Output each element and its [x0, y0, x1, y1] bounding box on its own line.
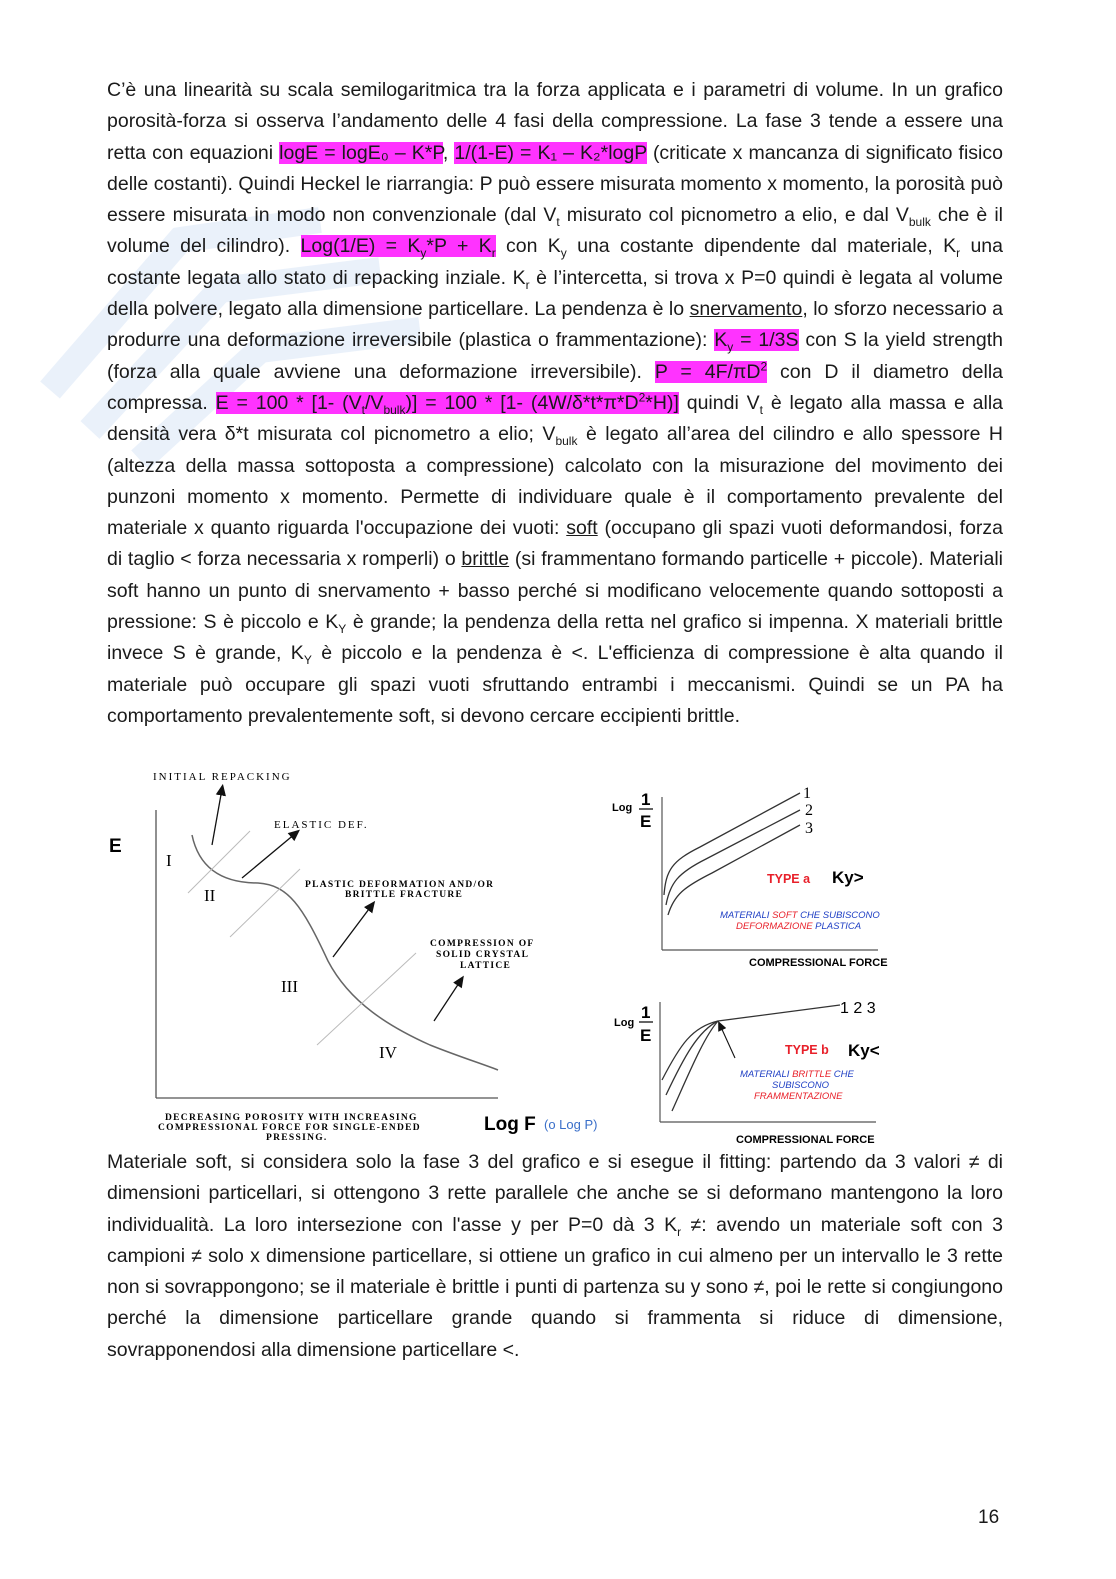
type-a-note: MATERIALI SOFT CHE SUBISCONO [720, 910, 880, 921]
type-b-note-2: SUBISCONO [772, 1080, 830, 1091]
left-x-axis-label: Log F [484, 1114, 536, 1135]
compression-figure [100, 765, 900, 1145]
phase-label: III [281, 977, 298, 996]
type-b-curve-3 [672, 1021, 718, 1111]
phase-divider [230, 869, 300, 937]
porosity-force-chart [109, 771, 597, 1143]
term-soft: soft [566, 517, 598, 540]
type-b-note: MATERIALI BRITTLE CHE [740, 1069, 854, 1080]
left-chart-caption: DECREASING POROSITY WITH INCREASING [165, 1113, 418, 1123]
type-b-y-num: 1 [641, 1003, 651, 1022]
type-a-y-den: E [640, 812, 652, 831]
type-b-x-axis-label: COMPRESSIONAL FORCE [736, 1134, 875, 1145]
equation-log-e: logE = logE₀ – K*P [279, 141, 443, 164]
type-a-chart [612, 785, 888, 969]
term-brittle: brittle [461, 548, 510, 571]
type-a-curve-2 [666, 810, 800, 905]
annotation-lattice-2: SOLID CRYSTAL [436, 950, 530, 960]
term-snervamento: snervamento [689, 298, 803, 321]
type-b-note-3: FRAMMENTAZIONE [754, 1091, 843, 1102]
page-number: 16 [978, 1507, 1000, 1528]
type-b-curve-labels: 1 2 3 [840, 1000, 876, 1017]
type-a-label: TYPE a [767, 872, 811, 886]
type-a-note-2: DEFORMAZIONE PLASTICA [736, 921, 862, 932]
type-b-chart [614, 1000, 880, 1145]
type-a-x-axis-label: COMPRESSIONAL FORCE [749, 957, 888, 969]
equation-porosity: E = 100 * [1- $(V_t/V_{bulk})] = 100 * [1-$ $(4W/\delta*t*\pi*D^2*H)$] [215, 390, 679, 417]
type-a-y-num: 1 [641, 790, 651, 809]
annotation-plastic-2: BRITTLE FRACTURE [345, 890, 464, 900]
annotation-elastic-def: ELASTIC DEF. [274, 819, 369, 831]
phase-label: II [204, 886, 216, 905]
type-a-y-log: Log [612, 802, 633, 814]
equation-heckel: $Log(1/E) = K_y*P + K_r$ [300, 235, 496, 261]
phase-divider [188, 831, 250, 893]
type-a-curve-label: 3 [805, 820, 813, 837]
left-y-axis-label: E [109, 836, 122, 857]
type-a-curve-label: 2 [805, 802, 813, 819]
paragraph-soft-brittle: Materiale soft, si considera solo la fase 3 del grafico e si esegue il fitting: partendo da 3 valori ≠ di dimensioni particellari, si ottengono 3 rette parallele che anche se si deformano mantengono la loro individualità. La loro intersezione con l'asse y per P=0 dà 3 $K_r$ ≠: avendo un materiale soft con 3 campioni ≠ solo x dimensione particellare, si ottiene un grafico in cui almeno per un intervallo le 3 rette non si sovrappongono; se il materiale è brittle i punti di partenza su y sono ≠, poi le rette si congiungono perché la dimensione particellare grande quando si frammenta si riduce di dimensione, sovrapponendosi alla dimensione particellare <. [107, 1151, 1003, 1361]
left-x-axis-note: (o Log P) [544, 1117, 598, 1132]
type-a-curve-label: 1 [803, 785, 811, 802]
annotation-initial-repacking: INITIAL REPACKING [153, 771, 292, 783]
equation-pressure: $P = 4F/\pi D^2$ [654, 359, 768, 383]
equation-ky: $K_y = 1/3S$ [714, 329, 799, 355]
annotation-lattice-3: LATTICE [460, 961, 512, 971]
equation-inverse-e: 1/(1-E) = K₁ – K₂*logP [454, 141, 647, 164]
annotation-plastic: PLASTIC DEFORMATION AND/OR [305, 880, 495, 890]
type-a-ky: Ky> [832, 868, 864, 887]
paragraph-heckel: C’è una linearità su scala semilogaritmica tra la forza applicata e i parametri di volume. In un grafico porosità-forza si osserva l’andamento delle 4 fasi della compressione. La fase 3 tende a essere una retta con equazioni logE = logE₀ – K*P, 1/(1-E) = K₁ – K₂*logP (criticate x mancanza di significato fisico delle costanti). Quindi Heckel le riarrangia: P può essere misurata momento x momento, la porosità può essere misurata in modo non convenzionale (dal $V_t$ misurato col picnometro a elio, e dal $V_{bulk}$ che è il volume del cilindro). $Log(1/E) = K_y*P + K_r$ con $K_y$ una costante dipendente dal materiale, $K_r$ una costante legata allo stato di repacking inziale. $K_r$ è l’intercetta, si trova x P=0 quindi è legata al volume della polvere, legato alla dimensione particellare. La pendenza è lo snervamento, lo sforzo necessario a produrre una deformazione irreversibile (plastica o frammentazione): $K_y = 1/3S$ con S la yield strength (forza alla quale avviene una deformazione irreversibile). $P = 4F/\pi D^2$ con D il diametro della compressa. E = 100 * [1- $(V_t/V_{bulk})] = 100 * [1-$ $(4W/\delta*t*\pi*D^2*H)$] quindi $V_t$ è legato alla massa e alla densità vera δ*t misurata col picnometro a elio; $V_{bulk}$ è legato all’area del cilindro e allo spessore H (altezza della massa sottoposta a compressione) calcolato con la misurazione del movimento dei punzoni momento x momento. Permette di individuare quale è il comportamento prevalente del materiale x quanto riguarda l'occupazione dei vuoti: soft (occupano gli spazi vuoti deformandosi, forza di taglio < forza necessaria x romperli) o brittle (si frammentano formando particelle + piccole). Materiali soft hanno un punto di snervamento + basso perché si modificano velocemente quando sottoposti a pressione: S è piccolo e $K_Y$ è grande; la pendenza della retta nel grafico si impenna. X materiali brittle invece S è grande, $K_Y$ è piccolo e la pendenza è <. L'efficienza di compressione è alta quando il materiale può occupare gli spazi vuoti sfruttando entrambi i meccanismi. Quindi se un PA ha comportamento prevalentemente soft, si devono cercare eccipienti brittle. [107, 79, 1004, 727]
annotation-lattice: COMPRESSION OF [430, 939, 535, 949]
type-b-ky: Ky< [848, 1041, 880, 1060]
type-b-y-den: E [640, 1026, 652, 1045]
phase-label: IV [379, 1043, 397, 1062]
type-b-y-log: Log [614, 1017, 635, 1029]
left-chart-caption: COMPRESSIONAL FORCE FOR SINGLE-ENDED [158, 1123, 421, 1133]
left-chart-caption: PRESSING. [266, 1133, 328, 1143]
phase-label: I [166, 851, 172, 870]
type-b-label: TYPE b [785, 1043, 829, 1057]
